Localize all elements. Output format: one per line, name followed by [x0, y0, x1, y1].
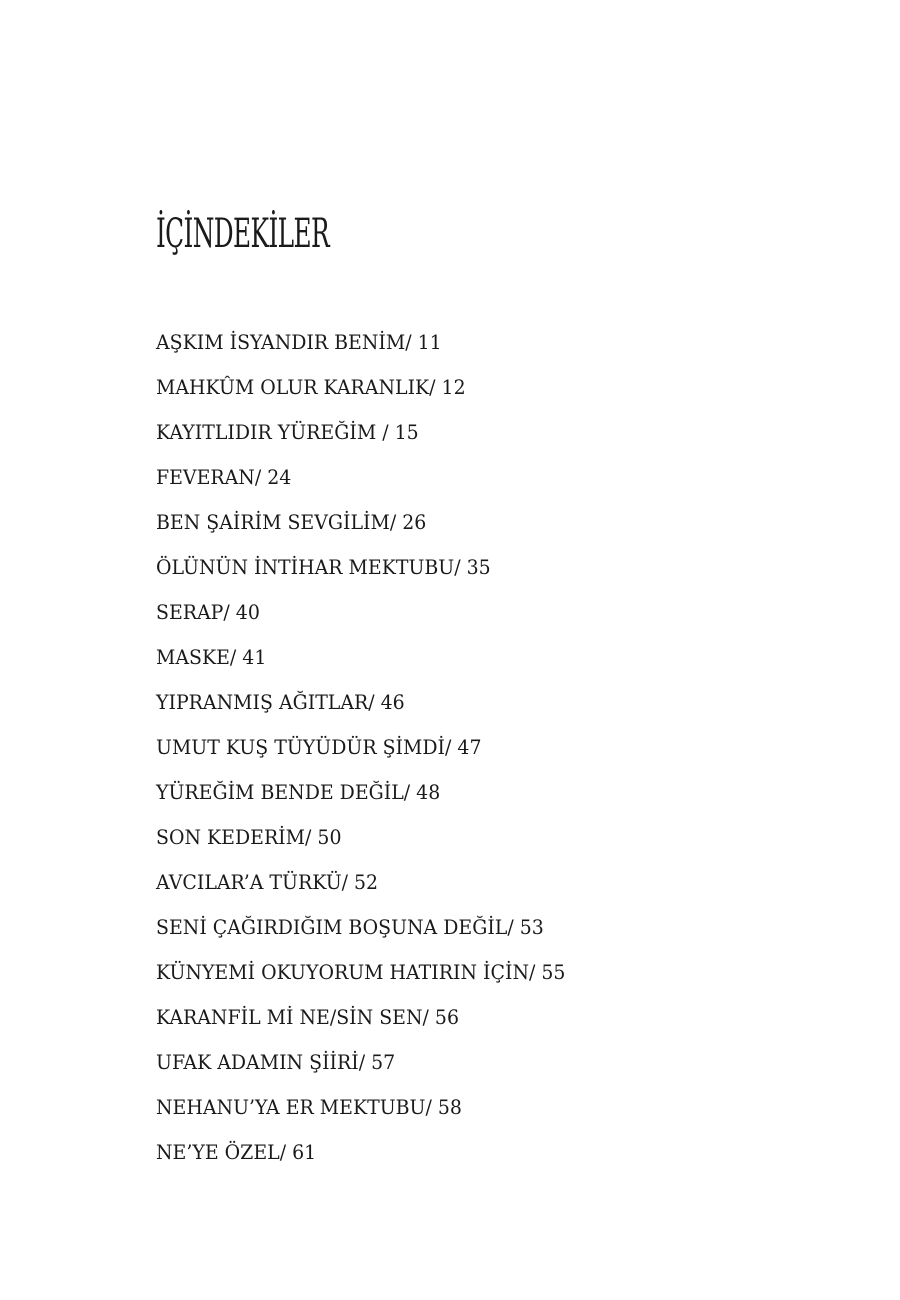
- toc-entry: SON KEDERİM/ 50: [156, 826, 342, 849]
- toc-entry: AŞKIM İSYANDIR BENİM/ 11: [156, 331, 442, 354]
- toc-entry: KAYITLIDIR YÜREĞİM / 15: [156, 421, 419, 444]
- toc-entry: NE’YE ÖZEL/ 61: [156, 1141, 317, 1164]
- toc-entry: AVCILAR’A TÜRKÜ/ 52: [156, 871, 379, 894]
- toc-entry: BEN ŞAİRİM SEVGİLİM/ 26: [156, 511, 427, 534]
- toc-entry: KÜNYEMİ OKUYORUM HATIRIN İÇİN/ 55: [156, 961, 566, 984]
- toc-entry: ÖLÜNÜN İNTİHAR MEKTUBU/ 35: [156, 556, 491, 579]
- toc-entry: KARANFİL Mİ NE/SİN SEN/ 56: [156, 1006, 460, 1029]
- table-of-contents: [156, 327, 578, 1182]
- toc-entry: UFAK ADAMIN ŞİİRİ/ 57: [156, 1051, 396, 1074]
- toc-entry: YIPRANMIŞ AĞITLAR/ 46: [156, 691, 405, 714]
- toc-entry: NEHANU’YA ER MEKTUBU/ 58: [156, 1096, 462, 1119]
- page-title: İÇİNDEKİLER: [156, 211, 330, 257]
- toc-entry: SERAP/ 40: [156, 601, 260, 624]
- toc-entry: UMUT KUŞ TÜYÜDÜR ŞİMDİ/ 47: [156, 736, 482, 759]
- toc-entry: FEVERAN/ 24: [156, 466, 292, 489]
- toc-entry: YÜREĞİM BENDE DEĞİL/ 48: [156, 781, 441, 804]
- toc-entry: MASKE/ 41: [156, 646, 267, 669]
- toc-entry: SENİ ÇAĞIRDIĞIM BOŞUNA DEĞİL/ 53: [156, 916, 544, 939]
- toc-entry: MAHKÛM OLUR KARANLIK/ 12: [156, 376, 466, 399]
